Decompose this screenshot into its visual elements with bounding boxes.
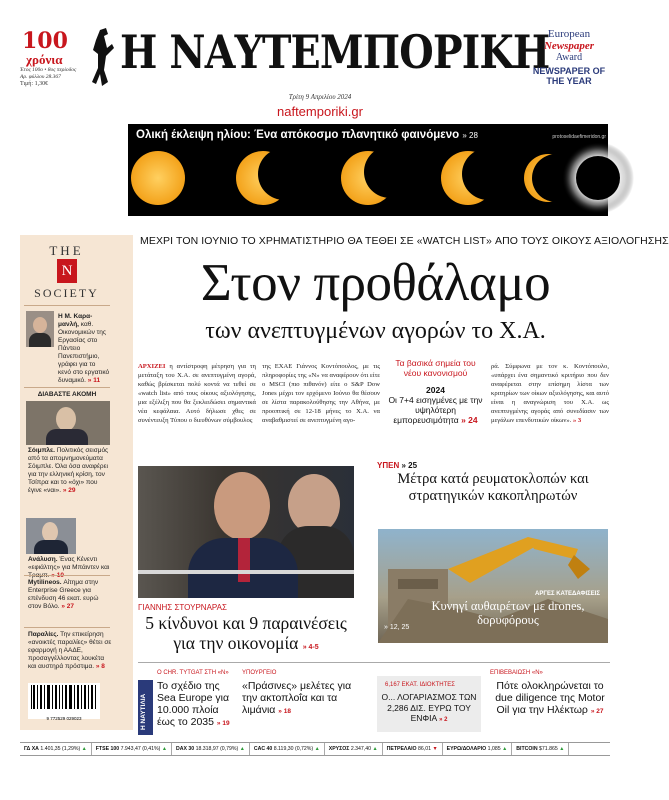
ticker-value: 18.318,97 (0,79%) bbox=[195, 746, 240, 752]
ticker-item bbox=[20, 743, 92, 755]
divider bbox=[24, 627, 110, 628]
arrow-up-icon: ▲ bbox=[161, 746, 167, 752]
schauble-name: Σόιμπλε. bbox=[28, 447, 55, 454]
ticker-value: 86,01 bbox=[418, 746, 433, 752]
schauble-text: Πολιτικός σεισμός από τα απομνημονεύματα Σόιμπλε. Όλα όσα αναφέρει για την ελληνική κρίση, τον Τσίπρα και το «όχι» που έγινε «ναι». bbox=[28, 447, 109, 494]
award-line-1: European bbox=[547, 28, 591, 40]
issue-date: Τρίτη 9 Απριλίου 2024 bbox=[288, 93, 352, 101]
beaches-text: Την επικείρηση «ανοικτές παραλίες» θέτει σε εφαρμογή η ΑΑΔΕ, προσαγγέλλοντας λουκέτα και αυστηρά πρόστιμα. bbox=[28, 631, 112, 670]
ticker-item bbox=[250, 743, 325, 755]
mytilineos-name: Mytilineos. bbox=[28, 579, 62, 586]
sea-europe-story[interactable] bbox=[157, 680, 237, 730]
society-sidebar bbox=[20, 235, 133, 730]
key-points-body: Οι 7+4 εισηγμένες με την υψηλότερη εμπορευσιμότητα bbox=[388, 395, 483, 425]
ticker-label: ΓΔ ΧΑ bbox=[24, 746, 41, 752]
tytgat-tag: Ο CHR. TYTGAT ΣΤΗ «Ν» bbox=[157, 670, 229, 676]
sidebar-item-beaches[interactable] bbox=[28, 631, 112, 671]
key-points-box[interactable] bbox=[387, 358, 484, 425]
website-link[interactable]: naftemporiki.gr bbox=[277, 104, 363, 119]
award-line-3: Award bbox=[555, 52, 583, 63]
beaches-name: Παραλίες. bbox=[28, 631, 59, 638]
issue-info bbox=[20, 67, 90, 81]
naftilia-section-tag bbox=[138, 680, 153, 735]
enfia-tag: 6,167 ΕΚΑΤ. ΙΔΙΟΚΤΗΤΕΣ bbox=[385, 682, 455, 688]
sea-europe-headline: Το σχέδιο της Sea Europe για 10.000 πλοία έως το 2035 bbox=[157, 680, 230, 728]
analysis-name: Ανάλυση. bbox=[28, 556, 58, 563]
ticker-item bbox=[443, 743, 513, 755]
main-headline[interactable]: Στον προθάλαμο bbox=[200, 254, 551, 312]
key-points-page: » 24 bbox=[461, 415, 478, 425]
article-column-4 bbox=[491, 362, 609, 424]
enfia-headline: Ο... ΛΟΓΑΡΙΑΣΜΟΣ ΤΩΝ 2,286 ΔΙΣ. ΕΥΡΩ ΤΟΥ ΕΝΦΙΑ bbox=[381, 692, 477, 723]
author-name: Η Μ. Καρα-μανλή, bbox=[58, 313, 93, 328]
motor-oil-headline: Πότε ολοκληρώνεται το due diligence της Motor Oil για την Ηλέκτωρ bbox=[495, 680, 605, 716]
stournaras-name: ΓΙΑΝΝΗΣ ΣΤΟΥΡΝΑΡΑΣ bbox=[138, 603, 227, 612]
sidebar-item-mytilineos[interactable] bbox=[28, 579, 112, 611]
ticker-label: BITCOIN bbox=[516, 746, 540, 752]
ticker-value: 1,085 bbox=[487, 746, 503, 752]
ticker-value: $71.865 bbox=[539, 746, 560, 752]
demolition-photo[interactable] bbox=[378, 529, 608, 643]
lead-word: ΑΡΧΙΖΕΙ bbox=[138, 363, 166, 370]
eclipse-headline bbox=[136, 129, 478, 141]
ticker-label: CAC 40 bbox=[253, 746, 274, 752]
column-4-page: » 3 bbox=[572, 417, 582, 424]
divider bbox=[24, 305, 110, 306]
award-line-4: NEWSPAPER OF THE YEAR bbox=[532, 66, 606, 86]
stournaras-page: » 4-5 bbox=[302, 644, 319, 651]
motor-oil-page: » 27 bbox=[590, 708, 604, 715]
enfia-box[interactable] bbox=[377, 676, 481, 732]
market-ticker bbox=[20, 742, 610, 756]
green-studies-story[interactable] bbox=[242, 680, 360, 718]
ticker-value: 7.943,47 (0,41%) bbox=[120, 746, 162, 752]
arrow-up-icon: ▲ bbox=[81, 746, 87, 752]
eclipse-banner[interactable] bbox=[128, 124, 608, 216]
hermes-logo-icon bbox=[90, 26, 116, 88]
ministry-tag: ΥΠΟΥΡΓΕΙΟ bbox=[242, 670, 277, 676]
ticker-item bbox=[92, 743, 172, 755]
price: Τιμή: 1,30€ bbox=[20, 81, 49, 87]
stournaras-headline-text: 5 κίνδυνοι και 9 παραινέσεις για την οικονομία bbox=[145, 613, 347, 653]
read-more-heading: ΔΙΑΒΑΣΤΕ ΑΚΟΜΗ bbox=[37, 391, 97, 398]
ticker-label: ΧΡΥΣΟΣ bbox=[328, 746, 351, 752]
demolition-page: » 12, 25 bbox=[384, 624, 410, 631]
analysis-text: Ένας Κένεντι «εφιάλτης» για Μπάιντεν και bbox=[28, 556, 110, 571]
mytilineos-page: » 27 bbox=[61, 603, 75, 610]
award-line-2: Newspaper bbox=[543, 40, 595, 52]
key-points-title: Τα βασικά σημεία του νέου κανονισμού bbox=[395, 358, 476, 378]
confirmation-tag: ΕΠΙΒΕΒΑΙΩΣΗ «Ν» bbox=[490, 670, 543, 676]
divider bbox=[24, 387, 110, 388]
arrow-up-icon: ▲ bbox=[239, 746, 245, 752]
ticker-value: 2.347,40 bbox=[350, 746, 373, 752]
article-column-1 bbox=[138, 362, 256, 424]
main-subheadline[interactable]: των ανεπτυγμένων αγορών το Χ.Α. bbox=[205, 318, 546, 344]
centenary-number: 100 bbox=[22, 28, 68, 54]
mytilineos-text: Αίτημα στην Enterprise Greece για επένδυση 46 εκατ. ευρώ στον Βόλο. bbox=[28, 579, 99, 610]
sidebar-item-schauble[interactable] bbox=[28, 447, 112, 495]
ticker-label: FTSE 100 bbox=[95, 746, 121, 752]
ticker-value: 8.119,30 (0,72%) bbox=[273, 746, 315, 752]
green-studies-page: » 18 bbox=[278, 708, 291, 715]
arrow-up-icon: ▲ bbox=[372, 746, 378, 752]
sea-europe-page: » 19 bbox=[216, 720, 230, 727]
beaches-page: » 8 bbox=[95, 663, 105, 670]
eclipse-headline-text: Ολική έκλειψη ηλίου: Ένα απόκοσμο πλανητικό φαινόμενο bbox=[136, 129, 460, 141]
ypen-tag bbox=[377, 461, 417, 470]
ypen-label: ΥΠΕΝ bbox=[377, 461, 400, 470]
main-kicker: ΜΕΧΡΙ ΤΟΝ ΙΟΥΝΙΟ ΤΟ ΧΡΗΜΑΤΙΣΤΗΡΙΟ ΘΑ ΤΕΘΕΙ ΣΕ «WATCH LIST» ΑΠΟ ΤΟΥΣ ΟΙΚΟΥΣ ΑΞΙΟΛΟΓΗΣΗΣ bbox=[140, 235, 669, 247]
ticker-item bbox=[512, 743, 569, 755]
ticker-item bbox=[383, 743, 443, 755]
naftilia-label: Η ΝΑΥΤΙΛΙΑ bbox=[140, 693, 147, 730]
ticker-item bbox=[325, 743, 383, 755]
schauble-photo bbox=[26, 401, 110, 445]
ticker-label: DAX 30 bbox=[175, 746, 196, 752]
author-photo bbox=[26, 311, 54, 347]
author-text: καθ. Οικονομικών της Εργασίας στο Πάντειο Πανεπιστήμιο, γράφει για το κενό στο εργατικό δυναμικό. bbox=[58, 321, 110, 384]
arrow-down-icon: ▼ bbox=[432, 746, 438, 752]
stournaras-photo[interactable] bbox=[138, 466, 354, 598]
ypen-page: » 25 bbox=[401, 461, 418, 470]
barcode-number: 9 772529 029023 bbox=[46, 716, 82, 721]
column-2-text: της ΕΧΑΕ Γιάννος Κοντόπουλος, με τις πληροφορίες της «Ν» να αναφέρουν ότι είτε ο MSCI (πιο πιθανόν) είτε ο S&P Dow Jones μέχρι τον ερχόμενο Ιούνιο θα θέσουν σε λίστα παρακολούθησης την Αθήνα, με προοπτική σε 12-18 μήνες το Χ.Α. να αναβαθμιστεί σε ανεπτυγμένη αγο- bbox=[262, 363, 380, 424]
barcode bbox=[28, 683, 100, 719]
motor-oil-story[interactable] bbox=[490, 680, 610, 718]
demolition-tag: ΑΡΓΕΣ ΚΑΤΕΔΑΦΙΣΕΙΣ bbox=[535, 591, 600, 597]
sidebar-item-author[interactable] bbox=[58, 313, 110, 385]
society-n-logo: N bbox=[57, 259, 77, 283]
enfia-story bbox=[381, 692, 477, 726]
award-badge bbox=[526, 28, 612, 86]
ticker-value: 1.401,35 (1,29%) bbox=[40, 746, 82, 752]
sidebar-item-analysis[interactable] bbox=[28, 556, 112, 580]
key-points-year: 2024 bbox=[426, 385, 445, 395]
column-1-text: η αντίστροφη μέτρηση για τη μετάταξη του Χ.Α. σε ανεπτυγμένη αγορά, καθώς βρίσκεται πολύ κοντά να τεθεί σε «watch list» από τους οίκους αξιολόγησης, μια εξέλιξη που θα ξεκλειδώσει σημαντικά νέα κεφάλαια. Αυτό δήλωσε χθες σε συνέντευξη Τύπου ο διευθύνων σύμβουλος bbox=[138, 363, 256, 424]
author-page: » 11 bbox=[87, 377, 101, 384]
issue-year: Έτος 100ο • 8ος περίοδος bbox=[20, 67, 77, 73]
kennedy-photo bbox=[26, 518, 76, 554]
column-4-text: ρά. Σύμφωνα με τον κ. Κοντόπουλο, «υπάρχει ένα σημαντικό κριτήριο που δεν αναφέρεται στην επίσημη λίστα των κριτηρίων των οίκων αξιολόγησης, και αυτό είναι η αναγνώριση του Χ.Α. ως ανεπτυγμένης αγοράς από συνεδίασιν των μεγάλων επενδυτικών οίκων». bbox=[491, 363, 609, 424]
demolition-headline: Κυνηγί αυθαιρέτων με drones, δορυφόρους bbox=[431, 599, 585, 627]
centenary-word: χρόνια bbox=[26, 52, 63, 67]
article-column-2 bbox=[262, 362, 380, 424]
ypen-headline[interactable]: Μέτρα κατά ρευματοκλοπών και στρατηγικών κακοπληρωτών bbox=[397, 471, 589, 504]
ticker-item bbox=[172, 743, 250, 755]
arrow-up-icon: ▲ bbox=[502, 746, 508, 752]
arrow-up-icon: ▲ bbox=[559, 746, 565, 752]
key-points-text bbox=[387, 395, 484, 425]
society-the-label: THE bbox=[49, 243, 84, 258]
divider bbox=[24, 575, 110, 576]
society-label: SOCIETY bbox=[34, 286, 99, 300]
green-studies-headline: «Πράσινες» μελέτες για την ακτοπλοΐα και τα λιμάνια bbox=[242, 680, 352, 716]
enfia-page: » 2 bbox=[439, 717, 448, 723]
divider bbox=[138, 662, 610, 663]
eclipse-page: » 28 bbox=[462, 131, 478, 140]
newspaper-title: Η ΝΑΥΤΕΜΠΟΡΙΚΗ bbox=[120, 25, 550, 79]
stournaras-headline[interactable] bbox=[138, 613, 354, 658]
ticker-label: ΠΕΤΡΕΛΑΙΟ bbox=[386, 746, 419, 752]
centenary-logo bbox=[22, 28, 68, 54]
ticker-label: ΕΥΡΩ/ΔΟΛΑΡΙΟ bbox=[446, 746, 488, 752]
image-credit: protoselidaefimeridon.gr bbox=[552, 134, 606, 140]
schauble-page: » 29 bbox=[62, 487, 76, 494]
arrow-up-icon: ▲ bbox=[314, 746, 320, 752]
barcode-icon bbox=[28, 683, 100, 711]
issue-number: Αρ. φύλλου 28.367 bbox=[20, 74, 61, 80]
